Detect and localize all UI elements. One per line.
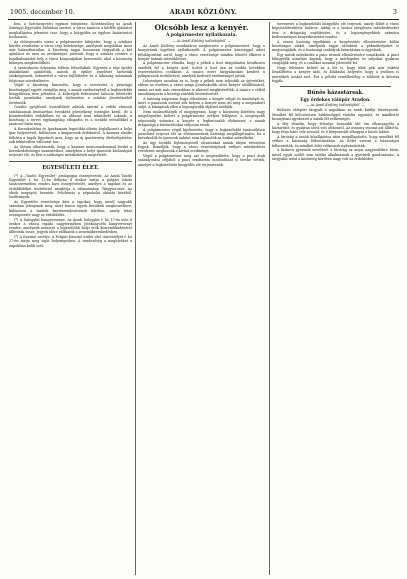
paragraph: A polgármester előadta, hogy a pékek a liszt drágulására hivatkozva emelték fel a kenyér árát, holott a liszt ára az utóbbi hetekben észrevehetően csökkent. A tanács ezért tárgyalásokat kezdett a pékiparosok testületével, amelyek kedvező eredménnyel jártak. — [138, 61, 265, 79]
page-number: 3 — [392, 8, 397, 16]
paragraph: A Kereskedelmi és Iparkamara legutóbbi ülésén foglalkozott a helyi ipar helyzetével, különösen a kisiparosok érdekeivel. A kamara elnöke felhívta a tagok figyelmét arra, hogy az új ipartörvény életbeléptetése sok tekintetben változást hoz. — [9, 127, 132, 144]
section-divider — [280, 86, 391, 87]
paragraph: Gondos gyűjtéssel összeállított adatok szerint a vidéki városok színházainak fenntartása évenként jelentékeny összegbe kerül, de a közművelődés érdekében ez az áldozat nem tekinthető soknak. A bizottság a tervet egyhangúlag elfogadta és a további teendőkkel a tanácsot bízta meg. — [9, 105, 132, 127]
header-rule — [8, 19, 399, 20]
article-body — [9, 22, 132, 158]
page-header — [8, 6, 399, 18]
section-heading: Bűnös házastársak. — [307, 90, 364, 97]
paragraph: Az előterjesztés során a polgármester kifejtette, hogy a színházi kérdés rendezése a város régi kötelessége, amelynek megoldása most már halaszthatatlan. A bizottság tagjai hosszasan tárgyalták a két ajánlatot és arra az eredményre jutottak, hogy a színház részére a legalkalmasabb hely a város központjában keresendő, ahol a közönség könnyen megközelítheti. — [9, 39, 132, 66]
paragraph: Nem mulaszthatjuk el megjegyezni, hogy a közönség körében nagy megelégedést keltett a polgármester erélyes fellépése. A szegényebb néposztály számára a kenyér a legfontosabb élelmiszer, s annak drágasága a háztartásokat súlyosan érinti. — [138, 109, 265, 127]
column-1 — [9, 22, 132, 575]
column-2 — [138, 22, 265, 575]
paragraph: (*) A Kaszinó estélye. A Polgári Kaszinó ezidei első táncestélyét f. hó 27-én tartja meg saját helyiségeiben. A rendezőség a meghívókat a napokban küldi szét. — [9, 235, 132, 248]
paragraph: Különös válópört tárgyalt a napokban az aradi királyi törvényszék. Mindkét fél kölcsönösen hűtlenséggel vádolta egymást, és mindkettő bizonyítani igyekezett a másik fél vétkességét. — [272, 108, 399, 122]
paragraph: A városi hatóság egyébként a kenyérsütés ellenőrzésére külön bizottságot alakít, amelynek tagjai időnként a pékműhelyeket is megvizsgálják, és a tisztasági szabályok betartására is ügyelnek. — [272, 39, 399, 53]
section-byline: — Az Aradi Közlöny tudósítójától. — — [306, 103, 365, 108]
paragraph: A férj előadta, hogy felesége hosszabb idő óta elhanyagolta a háztartást, és gyakran távol volt otthonról. Az asszony viszont azt állította, hogy férje bánt vele rosszul, és ő kényszerült elhagyni a közös lakást. — [272, 121, 399, 135]
paragraph: tervezetet a legközelebbi közgyűlés elé terjeszti, amely fölött a város képviselőtestülete határoz. Addig is a tanács ideiglenes intézkedéseket tesz a drágaság enyhítésére, és a legszegényebbek számára kedvezményes kenyérkiosztást rendez. — [272, 22, 399, 39]
column-3 — [272, 22, 399, 575]
paragraph: Végül a bizottság kimondta, hogy a tervezetet a pénzügyi bizottsággal együtt vizsgálja meg, s annak eredményéről a legközelebbi közgyűlésen tesz jelentést. A költségek fedezésére kölcsön felvételét hozták javaslatba, amelynek törlesztése a színház jövedelméből történnék. — [9, 83, 132, 105]
paragraph: (*) A Dalegylet hangversenye. Az Aradi Dalegylet f. hó 17-én este 8 órakor a városi vigadó nagytermében jótékonycélú hangversenyt rendez, amelynek műsorát a legkiválóbb helyi erők közreműködésével állították össze. Jegyek előre válthatók a zeneműkereskedésben. — [9, 217, 132, 235]
article-byline: — Az Aradi Közlöny tudósítójától. — — [172, 38, 231, 43]
article-headline: Olcsóbb lesz a kenyér. — [154, 23, 249, 32]
paragraph: ben, a Széchenyi-téri egykori telepitése. Következőleg az Aradi Szinügyi Egyesület belátásai szerint, a város tanácsa a kétféle ajánlatot meghallgatva jelentést tesz, hogy a közgyűlés az ügyben határozatot hozhasson. — [9, 22, 132, 39]
paragraph: Lehetséges azonban az is, hogy a pékek nem teljesítik az ígéretüket, ebben az esetben a város maga gondoskodik olcsó kenyér előállításáról, amint azt már más városokban is sikerrel megkísérelték. A tanács e célból tanulmányozta a községi sütődék berendezését. — [138, 79, 265, 96]
section-body — [9, 174, 132, 248]
paragraph: (*) A „Tanító Egyesület” pedagógiai összejövetele. Az Aradi Tanító Egyesület f. hó 12-én délután 4 órakor tartja a polgári iskola tanácstermében rendes havi összejövetelét, amelyre a tagokat és az érdeklődőket tisztelettel meghívja a választmány. Tárgysorozat: Az elnök megnyitó beszéde. Felolvasás a népiskolai oktatás köréből. Indítványok. — [9, 173, 132, 200]
paragraph: Az Aradi Közlöny munkatársa megkereste a polgármestert, hogy a kenyérárak ügyében nyilatkozzék. A polgármester készséggel adott felvilágosítást arról, hogy a város vezetősége minden lehetőt elkövet a kenyér árának mérséklésére. — [138, 43, 265, 61]
section-body — [272, 108, 399, 161]
paragraph: Egy másik intézkedés a piaci árusok ellenőrzésére vonatkozik. A piaci felügyelők utasítást kaptak, hogy a mérlegeket és súlyokat gyakran vizsgálják meg, és a csalókat azonnal jelentsék fel. — [272, 52, 399, 66]
paragraph: A tanácskozás folyamán többen felszólaltak. Egyesek a régi épület átalakítását ajánlották, mások új épület emelését tartották szükségesnek, tekintettel a város fejlődésére és a lakosság számának folytonos növekedésére. — [9, 65, 132, 83]
column-divider — [269, 22, 270, 575]
paragraph: Az ügy további fejleményeiről olvasóinkat annak idején értesíteni fogjuk. Reméljük, hogy a város vezetőségének erélyes intézkedései rövidesen meghozzák a kívánt eredményt. — [138, 140, 265, 154]
paragraph: Az ülésen elhatározták, hogy a kamara memorandummal fordul a kereskedelemügyi miniszterhez, amelyben a helyi iparosok kívánságait terjeszti elő, és kéri a szükséges intézkedések megtételét. — [9, 144, 132, 158]
paragraph: A polgármester végül kijelentette, hogy a legközelebbi tanácsülésen javaslatot terjeszt elő az élelmiszerárak hatósági megállapítására, ha a kereskedők és iparosok önként nem hajlandók az árakat mérsékelni. — [138, 127, 265, 141]
article-body — [138, 44, 265, 167]
section-divider — [9, 161, 132, 162]
issue-date: 1905. december 10. — [10, 8, 75, 16]
section-heading: EGYESÜLETI ÉLET. — [42, 164, 99, 171]
paragraph: Az Egyesület vezetősége kéri a tagokat, hogy minél nagyobb számban jelenjenek meg, mert fontos ügyek kerülnek megbeszélésre, különösen a tanítók fizetésrendezésének kérdése, amely iránt országszerte nagy az érdeklődés. — [9, 199, 132, 217]
paragraph: Végül a polgármester még azt is megemlítette, hogy a piaci árak szabályozása céljából a piaci rendtartás módosítását is tervbe vették, amelyet a legközelebbi közgyűlés elé terjesztenek. — [138, 154, 265, 167]
paragraph: Nagy feltűnést keltett az a hír is, hogy több pék már önként leszállította a kenyér árát, és kilátásba helyezte, hogy a jövőben is mérsékelt árakat tart. Ezt a példát remélhetőleg a többiek is követni fogják. — [272, 66, 399, 84]
article-body — [272, 22, 399, 83]
section-subheading: Egy érdekes válópör Aradon. — [300, 97, 371, 103]
column-divider — [135, 22, 136, 575]
paragraph: A hatóság szigorúan fogja ellenőrizni a kenyér súlyát és minőségét is, mert a panaszok szerint sok helyen a kenyér nem üti meg a megszabott súlyt. A kihágások ellen a legszigorúbb eljárást indítják. — [138, 96, 265, 110]
newspaper-title: ARADI KÖZLÖNY. — [169, 8, 238, 16]
paragraph: A bíróság a tanúk kihallgatása után megállapította, hogy mindkét fél vétkes a házasság felbontásában. Az ítélet szerint a házasságot felbontották, és mindkét felet vétkesnek nyilvánították. — [272, 135, 399, 148]
paragraph: A kiskorú gyermek nevelését a bíróság az anyai nagyszülőkre bízta, mivel egyik szülőt sem találta alkalmasnak a gyermek gondozására. A tárgyalás iránt a közönség körében nagy volt az érdeklődés. — [272, 148, 399, 161]
article-subheadline: A polgármester nyilatkozata. — [165, 33, 238, 38]
